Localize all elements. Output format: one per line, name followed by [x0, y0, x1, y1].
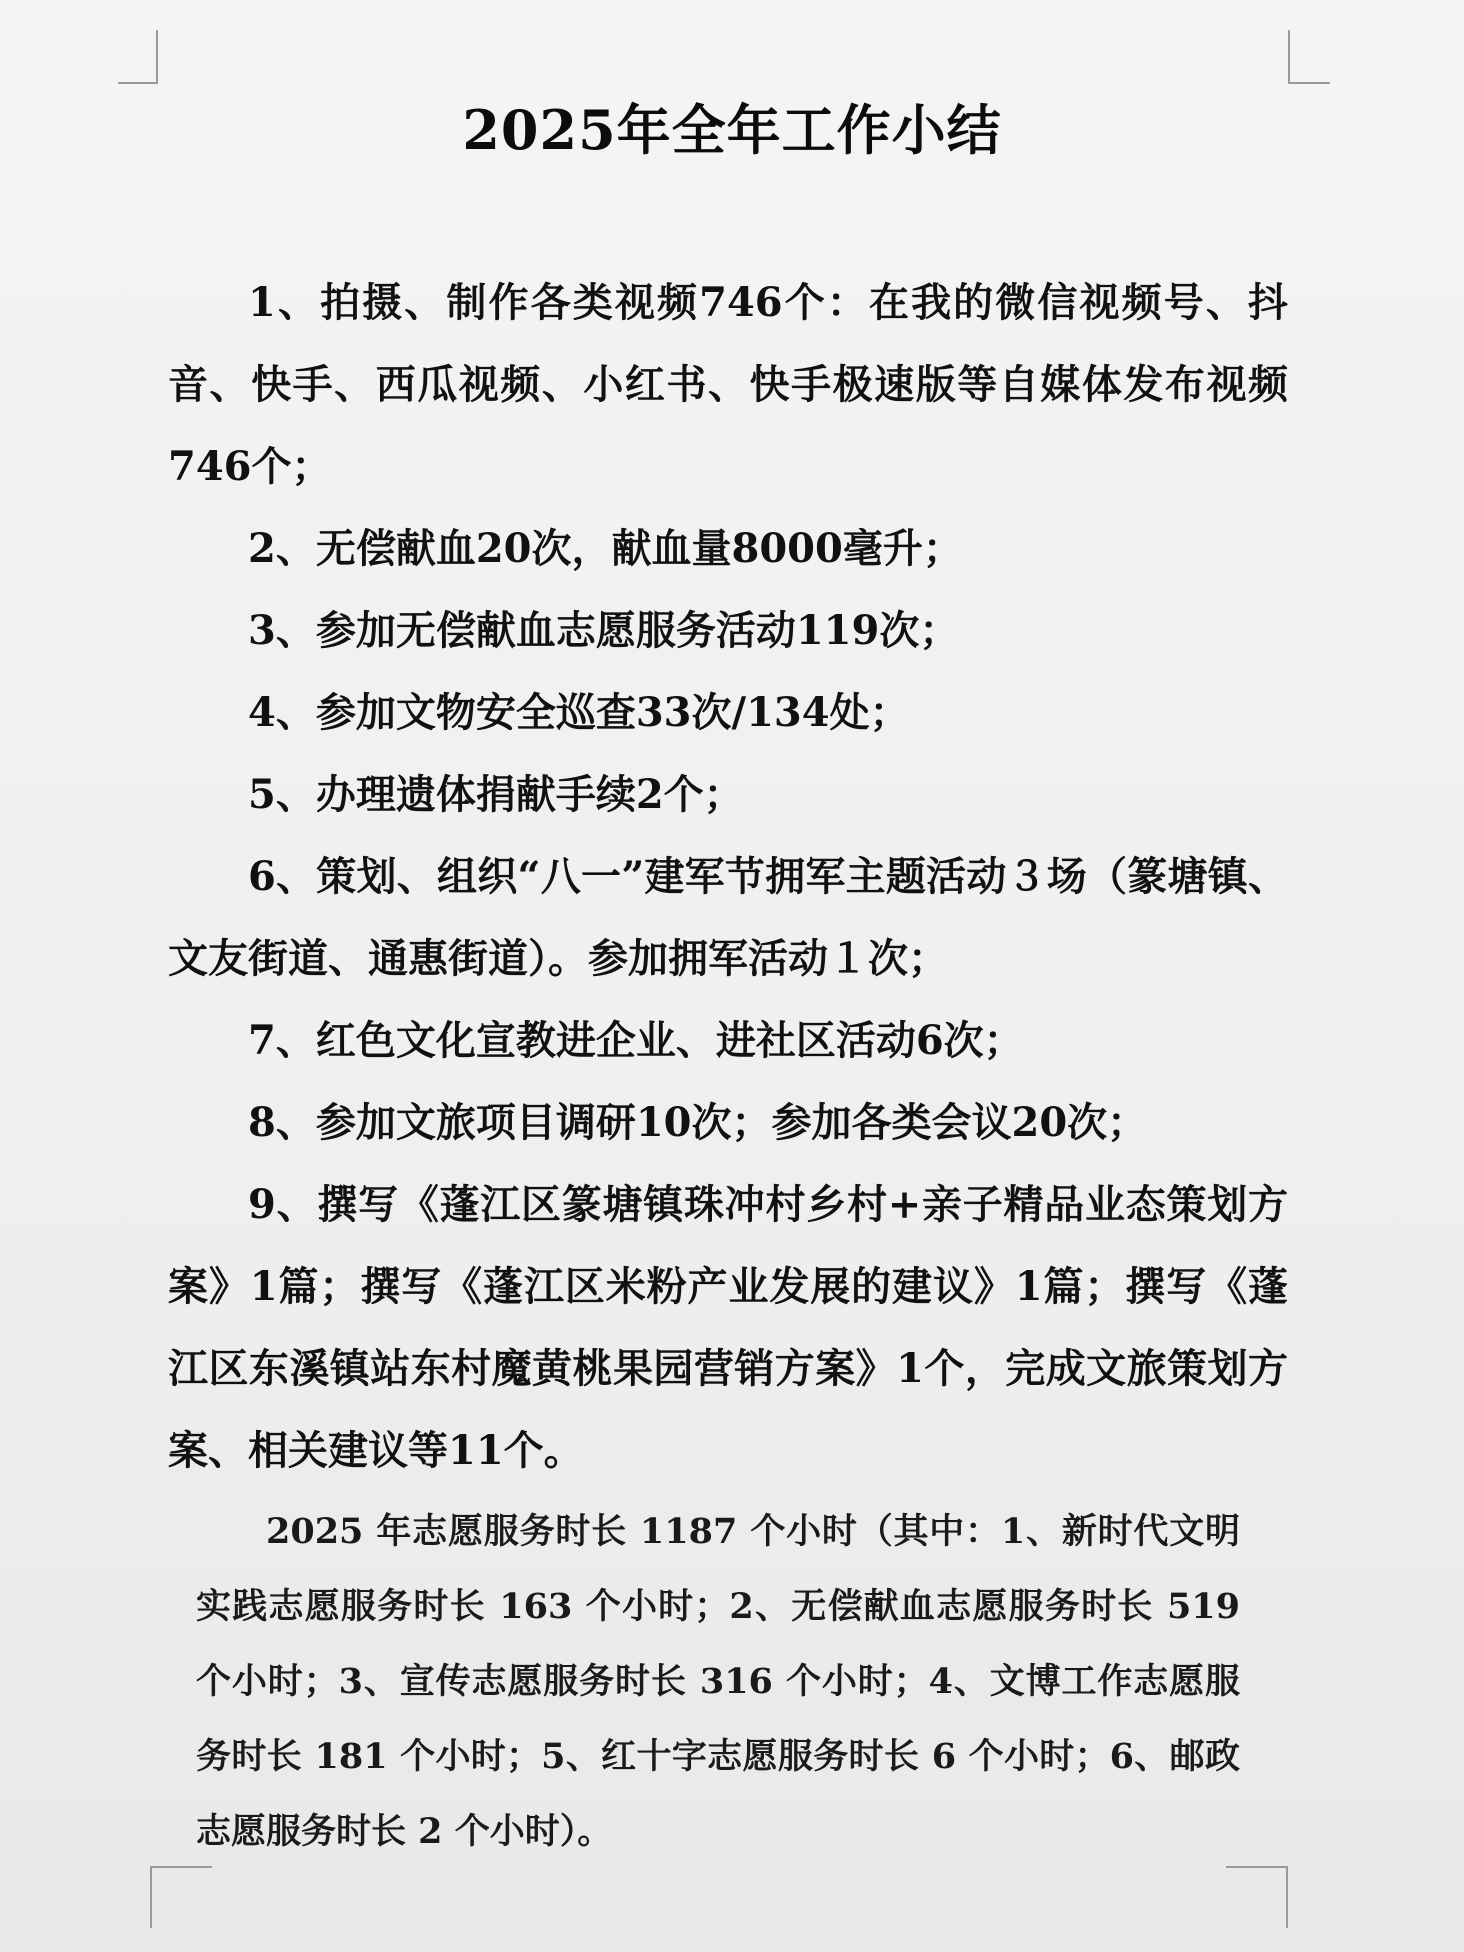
- list-item-9: 9、撰写《蓬江区篆塘镇珠冲村乡村+亲子精品业态策划方案》1篇；撰写《蓬江区米粉产业发展的建议》1篇；撰写《蓬江区东溪镇站东村魔黄桃果园营销方案》1个，完成文旅策划方案、相关建议等11个。: [168, 1181, 1288, 1474]
- list-item-8: 8、参加文旅项目调研10次；参加各类会议20次；: [248, 1099, 1148, 1146]
- crop-mark-bottom-left: [150, 1866, 212, 1928]
- list-item-2: 2、无偿献血20次，献血量8000毫升；: [248, 525, 963, 572]
- crop-mark-bottom-right: [1226, 1866, 1288, 1928]
- summary-paragraph: 2025 年志愿服务时长 1187 个小时（其中：1、新时代文明实践志愿服务时长 163 个小时；2、无偿献血志愿服务时长 519 个小时；3、宣传志愿服务时长 316 个小时；4、文博工作志愿服务时长 181 个小时；5、红十字志愿服务时长 6 个小时；6、邮政志愿服务时长 2 个小时）。: [196, 1511, 1240, 1852]
- list-item-5: 5、办理遗体捐献手续2个；: [248, 771, 744, 818]
- crop-mark-top-right: [1288, 30, 1330, 84]
- list-item-1: 1、拍摄、制作各类视频746个：在我的微信视频号、抖音、快手、西瓜视频、小红书、快手极速版等自媒体发布视频746个；: [168, 279, 1288, 490]
- crop-mark-top-left: [118, 30, 158, 84]
- document-body: [168, 262, 1288, 1492]
- list-item-3: 3、参加无偿献血志愿服务活动119次；: [248, 607, 960, 654]
- list-item-6: 6、策划、组织“八一”建军节拥军主题活动３场（篆塘镇、文友街道、通惠街道）。参加拥军活动１次；: [168, 853, 1288, 982]
- list-item-7: 7、红色文化宣教进企业、进社区活动6次；: [248, 1017, 1024, 1064]
- document-title: 2025年全年工作小结: [462, 98, 1002, 162]
- list-item-4: 4、参加文物安全巡查33次/134处；: [248, 689, 910, 736]
- volunteer-hours-summary: [196, 1494, 1240, 1869]
